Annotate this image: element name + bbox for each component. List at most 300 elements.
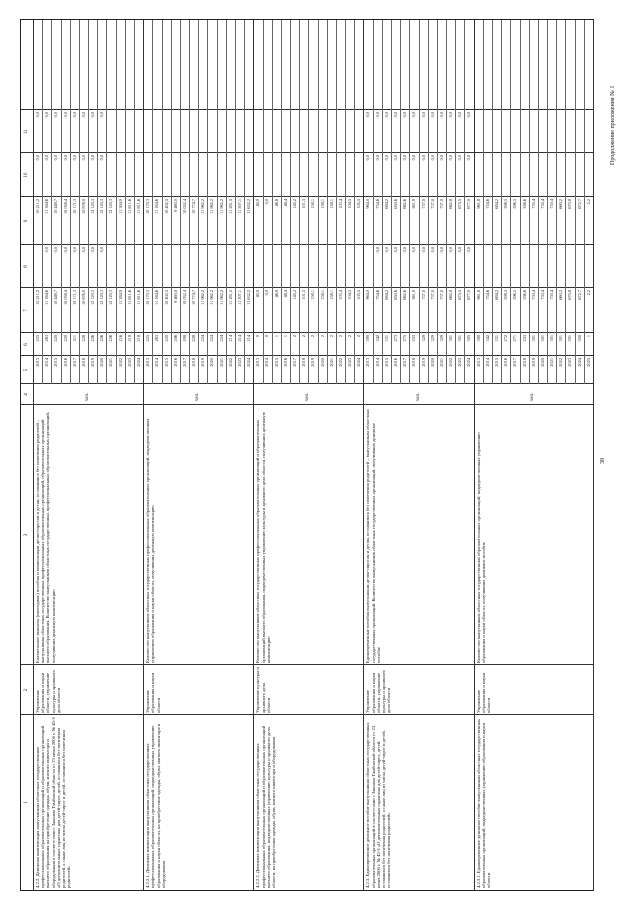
- table-cell: 0,0: [90, 247, 96, 253]
- table-cell: 662,8: [448, 199, 454, 209]
- table-cell: 0,0: [457, 247, 463, 253]
- table-cell: 730,4: [539, 199, 545, 209]
- table-cell: 0,0: [448, 247, 454, 253]
- table-cell: 2019: [310, 358, 316, 367]
- table-cell: 10 171,3: [71, 199, 77, 215]
- table-cell: 11 962,2: [209, 199, 215, 214]
- table-cell: 228: [191, 335, 197, 342]
- table-cell: 9 460,0: [172, 290, 178, 303]
- table-cell: 301: [549, 335, 555, 342]
- header-rule: [33, 20, 34, 890]
- table-cell: 2022: [558, 358, 564, 367]
- column-rule: [21, 664, 593, 665]
- table-cell: 10 171,3: [71, 290, 77, 306]
- measure-cell: 4.2.2. Денежная компенсация выпускникам областных государственных профессиональных образовательных организаций и образовательных организаций высшего образования на приобретение одежды, обуви, мягкого инвентаря и оборудования в соответствии с Законом Тамбовской области от 23 июня 2006 г. № 45-З «О дополнительных гарантиях для детей-сирот, детей, оставшихся без попечения родителей, а также лиц из числа детей-сирот и детей, оставшихся без попечения родителей»: [35, 717, 72, 888]
- table-cell: 662,6: [402, 290, 408, 300]
- table-cell: 684,2: [494, 290, 499, 300]
- table-cell: 218: [135, 335, 141, 342]
- table-cell: 2018: [80, 358, 86, 367]
- table-cell: 2016: [172, 358, 178, 367]
- table-cell: 0,0: [393, 155, 399, 161]
- table-cell: 650,6: [393, 199, 399, 209]
- table-cell: 12 120,3: [99, 290, 105, 306]
- measure-cell: 4.2.2.1. Денежная компенсация выпускникам областных государственных профессиональных образовательных организаций, подведомственных управлению образования и науки области, на приобретение одежды, обуви, мягкого инвентаря и оборудования: [145, 723, 166, 888]
- table-cell: 342: [484, 335, 490, 342]
- table-cell: 48,4: [282, 290, 288, 298]
- table-cell: 0,0: [34, 155, 40, 161]
- table-cell: 737,0: [438, 199, 444, 209]
- table-cell: 2015: [163, 358, 169, 367]
- row-rule: [281, 20, 282, 384]
- table-cell: 2: [347, 335, 353, 338]
- table-cell: 0,0: [374, 112, 380, 118]
- table-cell: 737,0: [438, 290, 444, 300]
- section-rule: [363, 20, 364, 890]
- table-cell: 0,0: [466, 247, 472, 253]
- table-cell: 2020: [429, 358, 435, 367]
- table-cell: 2017: [71, 358, 77, 367]
- table-cell: 2018: [191, 358, 197, 367]
- table-cell: 329: [438, 335, 444, 342]
- section-rule: [474, 20, 475, 890]
- table-cell: 2018: [301, 358, 307, 367]
- table-cell: 2023: [347, 358, 353, 367]
- table-cell: 0,0: [438, 112, 444, 118]
- table-cell: 220: [163, 335, 169, 342]
- table-cell: 737,0: [429, 199, 435, 209]
- table-cell: 677,0: [466, 290, 472, 300]
- row-rule: [529, 20, 530, 384]
- table-cell: 158,1: [310, 199, 316, 209]
- row-rule: [547, 20, 548, 384]
- table-cell: 0,0: [80, 247, 86, 253]
- table-cell: 105,5: [356, 290, 362, 300]
- table-cell: 2019: [90, 358, 96, 367]
- table-cell: 2020: [99, 358, 105, 367]
- row-rule: [437, 20, 438, 384]
- table-cell: 672,7: [576, 290, 582, 300]
- row-rule: [575, 20, 576, 384]
- table-cell: 10 170,3: [145, 290, 151, 306]
- executor-cell: Управление культуры и архивного дела области: [255, 667, 271, 713]
- table-cell: 730,4: [530, 199, 536, 209]
- table-cell: 12 120,3: [108, 199, 114, 215]
- table-cell: 101,3: [301, 290, 307, 300]
- table-cell: 10 402,5: [163, 199, 169, 215]
- column-number-header: 8: [24, 265, 29, 268]
- table-cell: 301: [530, 335, 536, 342]
- table-cell: 10 774,7: [191, 290, 197, 306]
- table-cell: 561,9: [411, 199, 417, 209]
- table-cell: 2024: [135, 358, 141, 367]
- table-cell: 2021: [438, 358, 444, 367]
- table-cell: 2020: [209, 358, 215, 367]
- table-cell: 596,5: [512, 290, 518, 300]
- table-cell: 301: [457, 335, 463, 342]
- measure-cell: 4.2.3. Единовременное денежное пособие выпускникам областных государственных образовательных организаций в соответствии с Законом Тамбовской области от 23 июня 2006 г. № 45-З «О дополнительных гарантиях для детей-сирот, детей, оставшихся без попечения родителей, а также лиц из числа детей-сирот и детей, оставшихся без попечения родителей»: [365, 722, 392, 888]
- section-rule: [143, 20, 144, 890]
- unit-cell: чел.: [195, 392, 201, 401]
- row-rule: [42, 20, 43, 384]
- row-rule: [336, 20, 337, 384]
- table-cell: 0,0: [466, 112, 472, 118]
- table-cell: 0,0: [393, 247, 399, 253]
- table-cell: 2018: [411, 358, 417, 367]
- table-cell: 226: [90, 335, 96, 342]
- table-cell: 2,2: [585, 199, 591, 205]
- table-cell: 0,0: [374, 247, 380, 253]
- row-rule: [299, 20, 300, 384]
- row-rule: [318, 20, 319, 384]
- table-cell: 754,6: [374, 199, 380, 209]
- table-cell: 224: [209, 335, 215, 342]
- table-cell: 11 611,6: [135, 290, 141, 305]
- table-cell: 46,8: [273, 290, 279, 298]
- table-cell: 226: [99, 335, 105, 342]
- row-rule: [455, 20, 456, 384]
- table-cell: 145,2: [292, 199, 298, 209]
- table-cell: 2017: [292, 358, 298, 367]
- table-cell: 0,0: [448, 112, 454, 118]
- table-cell: 0: [264, 335, 270, 338]
- table-cell: 737,0: [420, 199, 426, 209]
- row-rule: [97, 20, 98, 384]
- table-cell: 2,2: [585, 290, 591, 296]
- table-cell: 730,4: [530, 290, 536, 300]
- table-cell: 2020: [539, 358, 545, 367]
- table-cell: 11 281,5: [227, 199, 233, 214]
- table-cell: 2013: [145, 358, 151, 367]
- table-cell: 2015: [273, 358, 279, 367]
- table-cell: 2014: [484, 358, 490, 367]
- row-rule: [263, 20, 264, 384]
- table-cell: 46,8: [273, 199, 279, 207]
- column-number-header: 2: [24, 688, 29, 692]
- table-cell: 0,0: [53, 112, 59, 118]
- row-rule: [510, 20, 511, 384]
- table-cell: 2022: [448, 358, 454, 367]
- table-cell: 961,8: [475, 199, 481, 209]
- table-cell: 2: [328, 335, 334, 338]
- table-cell: 2016: [393, 358, 399, 367]
- table-cell: 0,0: [80, 112, 86, 118]
- row-rule: [483, 20, 484, 384]
- table-cell: 10 058,4: [62, 199, 68, 215]
- row-rule: [428, 20, 429, 384]
- row-rule: [391, 20, 392, 384]
- table-cell: 301: [448, 335, 454, 342]
- column-rule: [21, 714, 593, 715]
- table-cell: 228: [80, 335, 86, 342]
- table-cell: 104,5: [347, 199, 353, 209]
- table-cell: 2016: [503, 358, 509, 367]
- indicator-cell: Ежемесячное выплаты (ежегодные) пособия и компенсации детям-сиротам и детям, оставшимся без попечения родителей – выпускникам областных государственных профессиональных образовательных организаций, образовательных организаций высшего образования. Количество выпускников областных государственных профессиональных образовательных организаций, получивших денежную компенсацию: [35, 412, 56, 663]
- table-cell: 329: [420, 335, 426, 342]
- table-cell: 11 507,1: [236, 290, 242, 305]
- table-cell: 390: [475, 335, 481, 342]
- table-cell: 0,0: [374, 155, 380, 161]
- table-cell: 964,0: [365, 290, 371, 300]
- table-cell: 1: [273, 335, 279, 338]
- table-cell: 104,5: [347, 290, 353, 300]
- table-cell: 214: [236, 335, 242, 342]
- table-cell: 961,8: [475, 290, 481, 300]
- table-cell: 2023: [567, 358, 573, 367]
- table-cell: 2019: [420, 358, 426, 367]
- row-rule: [373, 20, 374, 384]
- table-cell: 662,6: [402, 199, 408, 209]
- table-cell: 0,0: [411, 247, 417, 253]
- table-cell: 0,0: [429, 112, 435, 118]
- table-cell: 598,5: [503, 290, 509, 300]
- table-cell: 2: [292, 335, 298, 338]
- table-cell: 2014: [374, 358, 380, 367]
- table-cell: 0,0: [411, 112, 417, 118]
- table-cell: 208: [181, 335, 187, 342]
- table-cell: 11 281,5: [227, 290, 233, 305]
- row-rule: [162, 20, 163, 384]
- table-cell: 158,1: [319, 290, 325, 300]
- table-cell: 2019: [530, 358, 536, 367]
- table-cell: 0,0: [53, 155, 59, 161]
- table-cell: 737,0: [420, 290, 426, 300]
- column-number-header: 4: [24, 393, 29, 396]
- table-cell: 2023: [236, 358, 242, 367]
- table-cell: 253: [411, 335, 417, 342]
- indicator-cell: Количество выпускников областных государственных профессиональных образовательных организаций и образовательных организаций высшего образования, подведомственных управлению культуры и архивного дела области, получивших денежную компенсацию: [255, 411, 271, 663]
- table-cell: 2015: [383, 358, 389, 367]
- table-cell: 0,0: [62, 112, 68, 118]
- table-cell: 253: [521, 335, 527, 342]
- table-cell: 677,0: [466, 199, 472, 209]
- column-number-header: 10: [24, 172, 29, 178]
- row-rule: [327, 20, 328, 384]
- row-rule: [125, 20, 126, 384]
- table-cell: 2021: [549, 358, 555, 367]
- table-cell: 670,8: [567, 199, 573, 209]
- table-cell: 0,0: [44, 155, 50, 161]
- row-rule: [79, 20, 80, 384]
- table-cell: 10 876,0: [80, 290, 86, 306]
- table-cell: 2015: [494, 358, 499, 367]
- row-rule: [226, 20, 227, 384]
- row-rule: [272, 20, 273, 384]
- table-cell: 10 774,7: [191, 199, 197, 215]
- table-cell: 0,0: [429, 247, 435, 253]
- column-number-header: 11: [24, 129, 29, 134]
- table-cell: 684,2: [494, 199, 499, 209]
- table-cell: 0,0: [438, 247, 444, 253]
- table-cell: 0,0: [420, 247, 426, 253]
- table-cell: 598,5: [503, 199, 509, 209]
- table-cell: 2022: [117, 358, 123, 367]
- row-rule: [198, 20, 199, 384]
- executor-cell: Управление образования и науки области: [145, 672, 161, 713]
- table-cell: 214: [227, 335, 233, 342]
- program-table: [20, 19, 594, 891]
- table-cell: 0,0: [457, 155, 463, 161]
- column-number-header: 7: [24, 309, 29, 312]
- table-cell: 11 632,2: [246, 199, 252, 214]
- row-rule: [61, 20, 62, 384]
- table-cell: 272: [503, 335, 509, 342]
- table-cell: 650,6: [393, 290, 399, 300]
- table-cell: 11 507,1: [236, 199, 242, 214]
- table-cell: 206: [172, 335, 178, 342]
- table-cell: 2013: [34, 358, 40, 367]
- table-cell: 2013: [255, 358, 261, 367]
- table-cell: 11 384,9: [117, 290, 123, 305]
- table-cell: 10 211,2: [34, 199, 40, 214]
- table-cell: 2023: [457, 358, 463, 367]
- table-cell: 0,0: [383, 247, 389, 253]
- row-rule: [106, 20, 107, 384]
- indicator-cell: Количество выпускников областных государственных образовательных организаций, подведомственных управлению образования и науки области, получивших денежное пособие: [475, 432, 486, 663]
- table-cell: 48,4: [282, 199, 288, 207]
- table-cell: 2021: [328, 358, 334, 367]
- table-cell: 0,0: [420, 112, 426, 118]
- table-cell: 11 632,2: [246, 290, 252, 305]
- table-cell: 561,9: [411, 290, 417, 300]
- table-cell: 342: [374, 335, 380, 342]
- row-rule: [51, 20, 52, 384]
- table-cell: 0,0: [420, 155, 426, 161]
- table-cell: 0,0: [383, 155, 389, 161]
- table-cell: 2014: [154, 358, 160, 367]
- measure-cell: 4.2.2.2. Денежная компенсация выпускникам областных государственных профессиональных образовательных организаций и образовательных организаций высшего образования, подведомственных управлению культуры и архивного дела области, на приобретение одежды, обуви, мягкого инвентаря и оборудования: [255, 725, 276, 888]
- table-cell: 0,0: [62, 247, 68, 253]
- table-cell: 301: [558, 335, 564, 342]
- table-cell: 0,0: [34, 112, 40, 118]
- executor-cell: Управление образования и науки области, управление культуры и архивного дела области: [35, 670, 61, 713]
- table-cell: 2017: [512, 358, 518, 367]
- table-cell: 226: [108, 335, 114, 342]
- table-cell: 2013: [475, 358, 481, 367]
- column-number-header: 3: [24, 533, 29, 537]
- table-cell: 220: [53, 335, 59, 342]
- table-cell: 737,0: [429, 290, 435, 300]
- unit-cell: чел.: [415, 392, 421, 401]
- table-cell: 0,0: [457, 112, 463, 118]
- table-cell: 10 058,4: [62, 290, 68, 306]
- table-cell: 273: [393, 335, 399, 342]
- table-cell: 675,5: [457, 199, 463, 209]
- table-cell: 0,0: [383, 112, 389, 118]
- table-cell: 40,9: [255, 290, 261, 298]
- row-rule: [134, 20, 135, 384]
- table-cell: 2016: [62, 358, 68, 367]
- table-cell: 0,0: [429, 155, 435, 161]
- table-cell: 2024: [356, 358, 362, 367]
- table-cell: 0,0: [264, 199, 270, 205]
- table-cell: 684,2: [383, 290, 389, 300]
- table-cell: 660,2: [558, 199, 564, 209]
- table-cell: 11 962,2: [200, 290, 206, 305]
- table-cell: 2014: [44, 358, 50, 367]
- row-rule: [171, 20, 172, 384]
- table-cell: 754,6: [374, 290, 380, 300]
- row-rule: [382, 20, 383, 384]
- table-cell: 211: [71, 335, 77, 342]
- table-cell: 301: [567, 335, 573, 342]
- table-cell: 103,4: [337, 199, 343, 209]
- row-rule: [354, 20, 355, 384]
- appendix-caption: Продолжение приложения № 1: [610, 85, 616, 165]
- row-rule: [308, 20, 309, 384]
- table-cell: 10 052,4: [181, 290, 187, 306]
- table-cell: 305: [466, 335, 472, 342]
- table-cell: 105,5: [356, 199, 362, 209]
- table-cell: 12 120,3: [108, 290, 114, 306]
- table-cell: 2022: [227, 358, 233, 367]
- table-cell: 10 449,7: [53, 290, 59, 306]
- table-cell: 0,0: [90, 155, 96, 161]
- row-rule: [152, 20, 153, 384]
- table-cell: 0,0: [438, 155, 444, 161]
- row-rule: [584, 20, 585, 384]
- unit-cell: чел.: [305, 392, 311, 401]
- table-cell: 329: [429, 335, 435, 342]
- table-cell: 730,4: [549, 290, 555, 300]
- table-cell: 556,6: [521, 290, 527, 300]
- row-rule: [235, 20, 236, 384]
- unit-cell: чел.: [85, 392, 91, 401]
- column-number-header: 9: [24, 219, 29, 223]
- table-cell: 2013: [365, 358, 371, 367]
- table-cell: 158,1: [310, 290, 316, 300]
- table-cell: 2021: [108, 358, 114, 367]
- row-rule: [538, 20, 539, 384]
- table-cell: 158,1: [319, 199, 325, 209]
- table-cell: 2021: [218, 358, 224, 367]
- section-rule: [593, 20, 594, 890]
- table-cell: 0,0: [44, 247, 50, 253]
- row-rule: [556, 20, 557, 384]
- table-cell: 2: [310, 335, 316, 338]
- row-rule: [409, 20, 410, 384]
- table-cell: 0,0: [448, 155, 454, 161]
- table-cell: 964,0: [365, 199, 371, 209]
- table-cell: 662,8: [448, 290, 454, 300]
- table-cell: 2024: [466, 358, 472, 367]
- table-cell: 331: [494, 335, 499, 342]
- table-cell: 556,6: [521, 199, 527, 209]
- table-cell: 672,7: [576, 199, 582, 209]
- table-cell: 2019: [200, 358, 206, 367]
- table-cell: 754,6: [484, 199, 490, 209]
- indicator-cell: Единовременные пособия выпускникам детям-сиротам и детям, оставшимся без попечения родителей – выпускникам областных государственных организаций. Количество выпускников областных государственных организаций, получивших денежное пособие: [365, 409, 381, 663]
- table-cell: 2017: [402, 358, 408, 367]
- table-cell: 300: [576, 335, 582, 342]
- table-cell: 0,0: [53, 247, 59, 253]
- table-cell: 10 052,4: [181, 199, 187, 215]
- table-cell: 675,5: [457, 290, 463, 300]
- row-rule: [501, 20, 502, 384]
- row-rule: [207, 20, 208, 384]
- table-cell: 12 120,3: [90, 290, 96, 306]
- table-cell: 218: [126, 335, 132, 342]
- table-cell: 331: [383, 335, 389, 342]
- row-rule: [180, 20, 181, 384]
- table-cell: 2: [319, 335, 325, 338]
- column-number-header: 5: [24, 368, 29, 372]
- table-cell: 11 611,6: [126, 199, 132, 214]
- table-cell: 275: [402, 335, 408, 342]
- table-cell: 0,0: [71, 155, 77, 161]
- table-cell: 0,0: [264, 290, 270, 296]
- table-cell: 2022: [337, 358, 343, 367]
- table-cell: 0,0: [80, 155, 86, 161]
